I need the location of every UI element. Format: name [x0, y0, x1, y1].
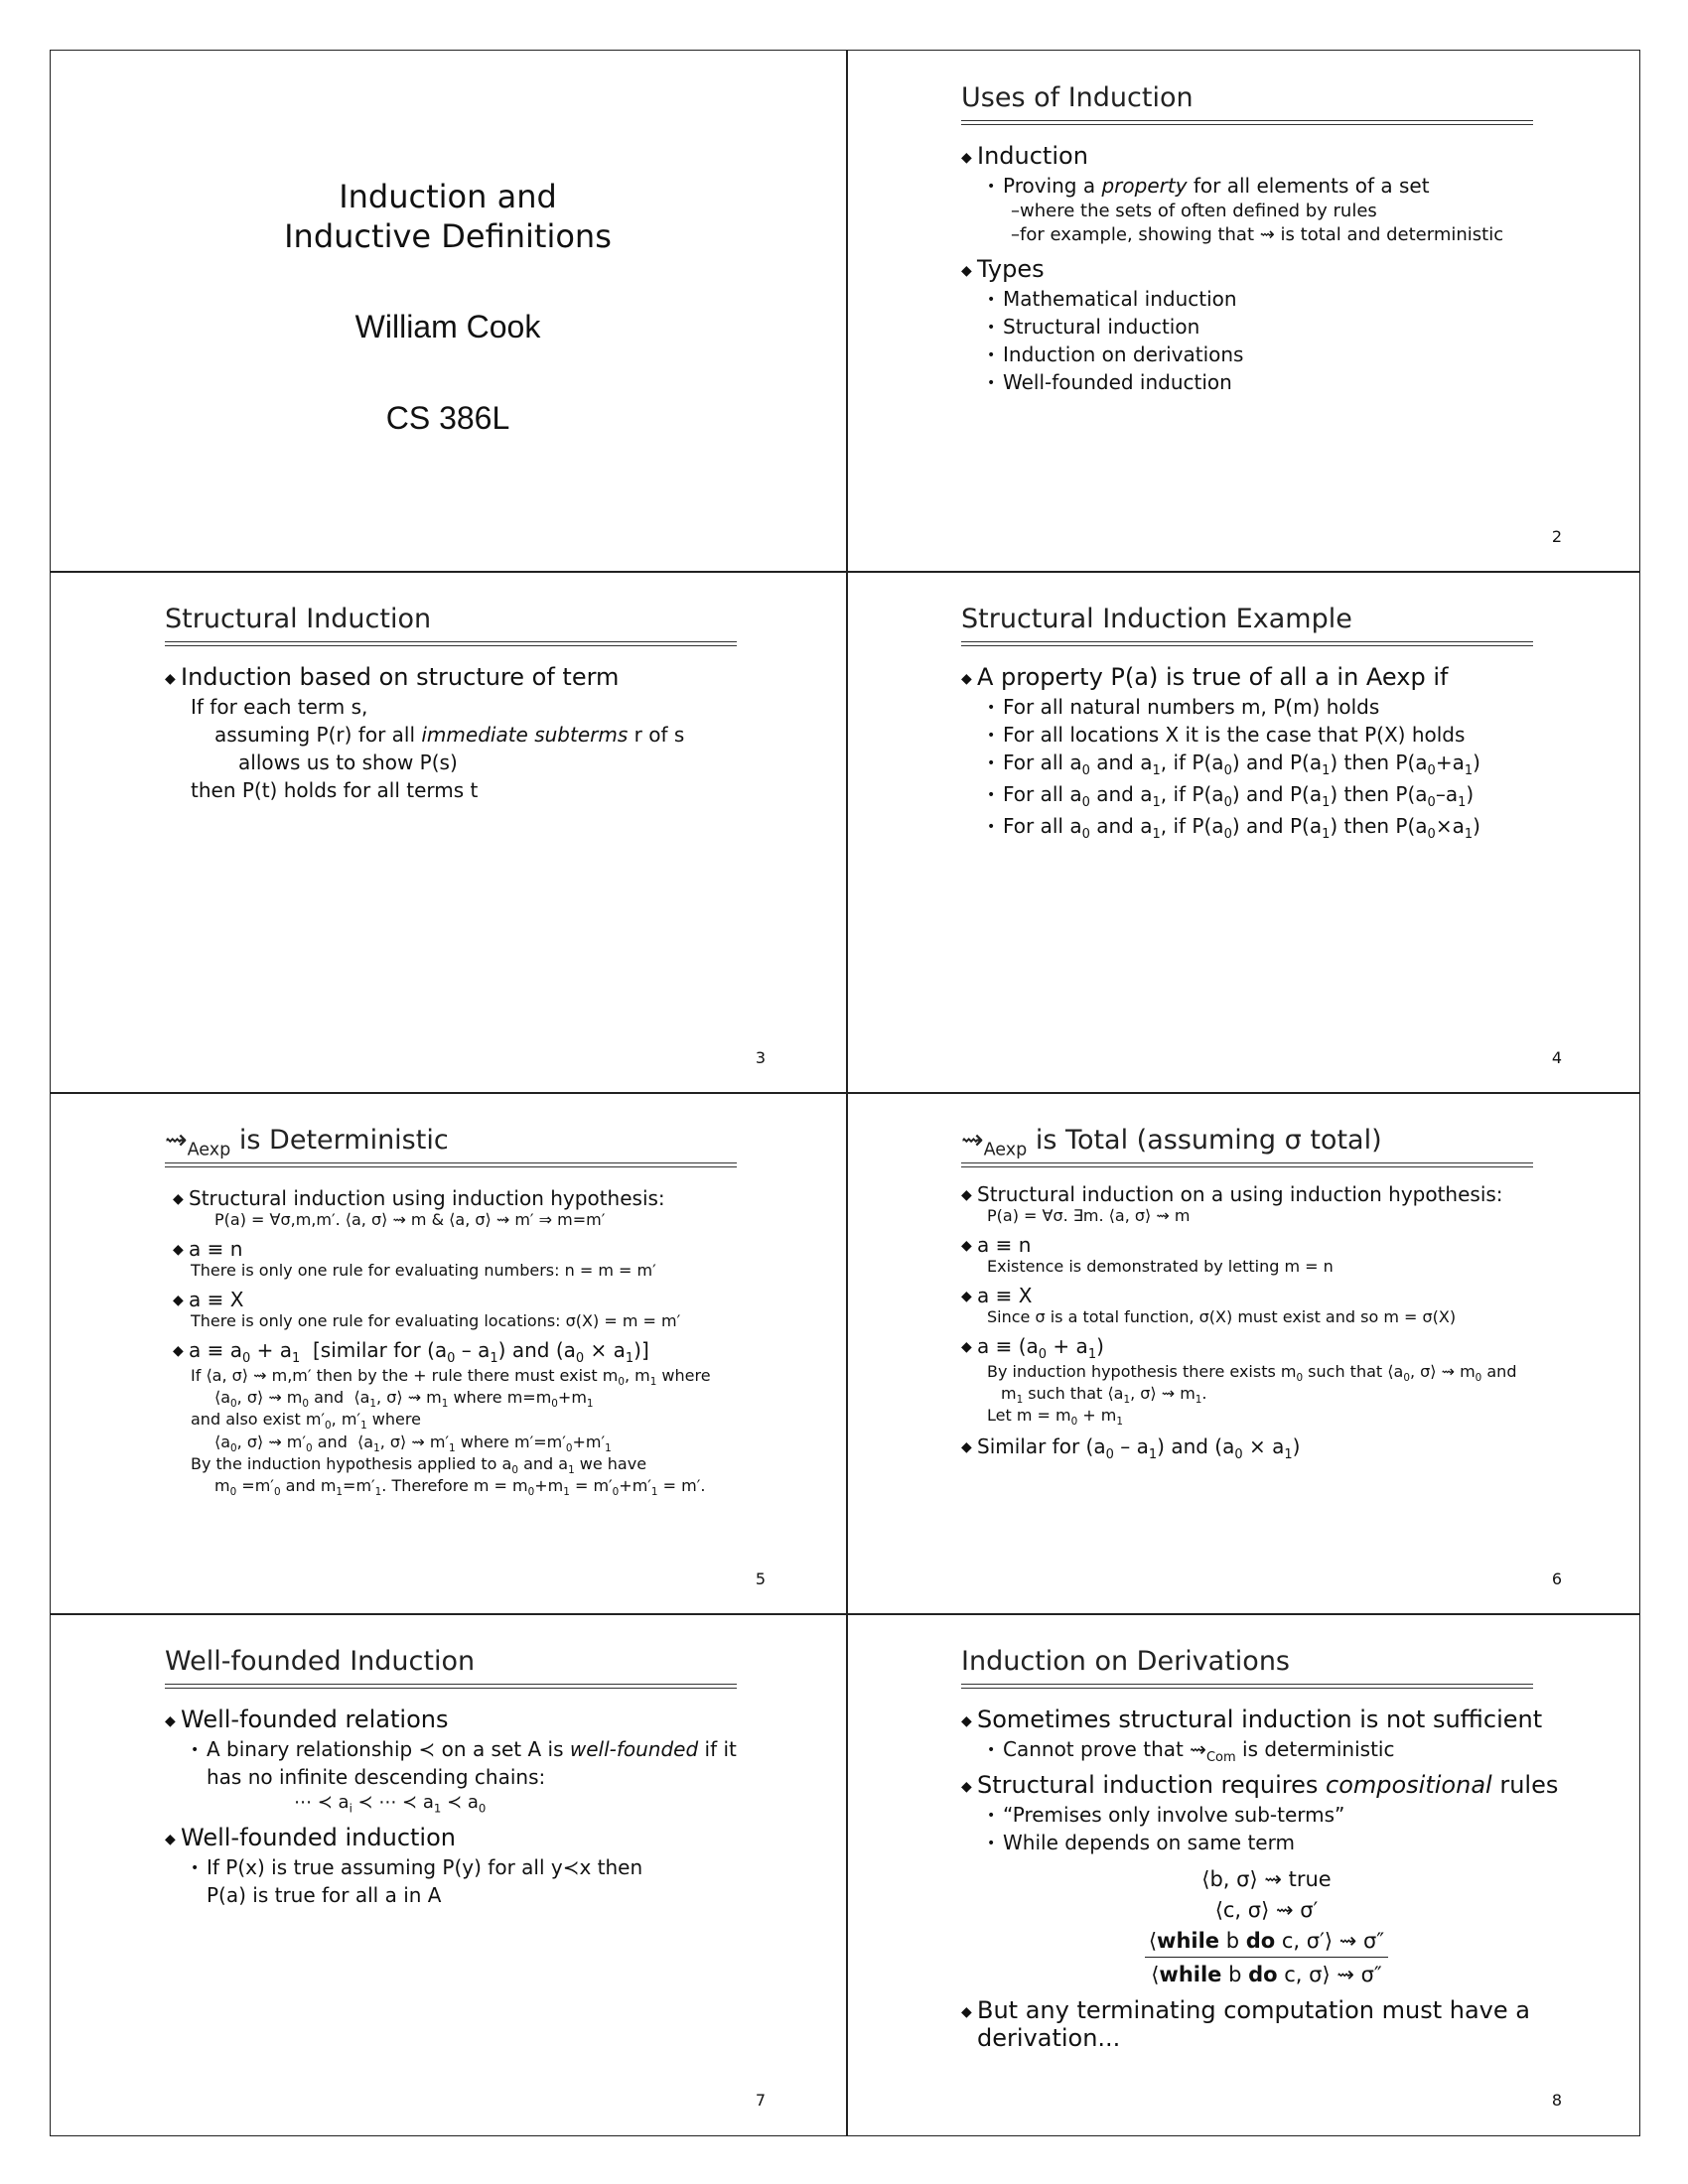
slide-title: Well-founded Induction: [165, 1646, 476, 1677]
bullet-text: a ≡ n: [189, 1237, 243, 1261]
sub-item: If P(x) is true assuming P(y) for all y≺x then: [207, 1854, 643, 1879]
text-line: There is only one rule for evaluating locations: σ(X) = m = m′: [191, 1311, 681, 1330]
page-number: 3: [755, 1048, 766, 1067]
sub-item: For all locations X it is the case that P(X) holds: [1003, 723, 1466, 747]
text-line: $m_0 =m'_0$ and $m_1=m'_1$. Therefore $m = m_0+m_1 = m'_0+m'_1 = m'$.: [214, 1475, 706, 1499]
bullet-icon: ◆: [961, 1713, 972, 1729]
text-line: Let $m = m_0 + m_1$: [987, 1406, 1124, 1429]
emphasis: immediate subterms: [421, 723, 629, 747]
bullet-icon: ◆: [165, 671, 176, 687]
type-item: Well-founded induction: [1003, 370, 1232, 394]
slide-body: [961, 659, 1572, 842]
slide-4: [847, 572, 1641, 1093]
text: r of s: [628, 723, 685, 747]
formula: P(a) = ∀σ,m,m′. ⟨a, σ⟩ ⇝ m & ⟨a, σ⟩ ⇝ m′ ⇒ m=m′: [214, 1210, 606, 1229]
bullet-text: Induction: [977, 142, 1088, 170]
text-line: By induction hypothesis there exists $m_0$ such that $⟨a_0$, σ⟩ ⇝ $m_0$ and: [987, 1362, 1517, 1385]
title-rule: [961, 1684, 1533, 1689]
text: A binary relationship ≺ on a set A is: [207, 1737, 570, 1761]
bullet-icon: •: [987, 347, 996, 363]
slide-7: [51, 1614, 845, 2135]
slide-title: [961, 1125, 1382, 1160]
sub-item: • For all $a_0$ and $a_1$, if $P(a_0)$ and $P(a_1)$ then $P(a_0-a_1)$: [987, 782, 1475, 810]
bullet-text: Well-founded relations: [181, 1706, 449, 1733]
slide-title: Induction on Derivations: [961, 1646, 1291, 1677]
text-line: P(a) is true for all a in A: [207, 1882, 442, 1907]
title-rule: [165, 641, 737, 646]
inference-rule: [961, 1864, 1572, 1990]
text-line: then P(t) holds for all terms t: [191, 778, 479, 802]
bullet-text: Sometimes structural induction is not sufficient: [977, 1706, 1543, 1733]
page-number: 6: [1551, 1570, 1562, 1588]
bullet-icon: •: [987, 320, 996, 336]
sub-item: • For all $a_0$ and $a_1$, if $P(a_0)$ and $P(a_1)$ then $P(a_0+a_1)$: [987, 751, 1480, 778]
bullet-text: a ≡ X: [977, 1284, 1033, 1307]
bullet-icon: •: [987, 1836, 996, 1851]
bullet-icon: •: [191, 1859, 200, 1876]
sub-item: –for example, showing that ⇝ is total and deterministic: [1011, 224, 1504, 245]
bullet-icon: ◆: [165, 1713, 176, 1729]
text: for all elements of a set: [1187, 174, 1430, 198]
bullet-icon: •: [191, 1742, 200, 1758]
bullet-text: derivation...: [977, 2024, 1121, 2052]
text: rules: [1491, 1771, 1559, 1799]
text-line: $m_1$ such that $⟨a_1$, σ⟩ ⇝ $m_1$.: [1001, 1384, 1207, 1407]
bullet-icon: •: [987, 1742, 996, 1758]
text-line: has no infinite descending chains:: [207, 1765, 546, 1789]
leadsto-symbol: ⇝: [1190, 1737, 1206, 1761]
bullet-icon: ◆: [173, 1242, 184, 1258]
slide-body: [165, 1702, 775, 1907]
bullet-text: Types: [977, 255, 1045, 283]
bullet-icon: ◆: [961, 1238, 972, 1254]
title-rule: [961, 1162, 1533, 1167]
slide-6: [847, 1093, 1641, 1614]
text: Proving a: [1003, 174, 1102, 198]
bullet-text: ◆ Similar for $(a_0 - a_1)$ and $(a_0 \times a_1)$: [961, 1433, 1301, 1462]
text: assuming P(r) for all: [214, 723, 422, 747]
page-number: 4: [1551, 1048, 1562, 1067]
text: is deterministic: [1235, 1737, 1395, 1761]
bullet-text: Structural induction using induction hypothesis:: [189, 1186, 665, 1210]
page-number: 2: [1551, 527, 1562, 546]
slide-title: Structural Induction Example: [961, 604, 1352, 634]
text: Cannot prove that: [1003, 1737, 1191, 1761]
bullet-text: A property P(a) is true of all a in Aexp if: [977, 663, 1449, 691]
text: if it: [698, 1737, 737, 1761]
slide-body: [165, 659, 775, 802]
title-text: is Total (assuming σ total): [1035, 1125, 1382, 1156]
leadsto-symbol: ⇝: [165, 1125, 188, 1156]
emphasis: well-founded: [569, 1737, 699, 1761]
slide-title: [165, 1125, 449, 1160]
bullet-icon: ◆: [961, 1779, 972, 1795]
text-line: and also exist $m'_0$, $m'_1$ where: [191, 1410, 421, 1433]
slide-5: [51, 1093, 845, 1614]
subscript: Aexp: [983, 1140, 1028, 1160]
slide-title-line1: Induction and: [339, 178, 557, 215]
bullet-icon: ◆: [961, 1187, 972, 1203]
text-line: If for each term s,: [191, 695, 368, 719]
text-line: If ⟨a, σ⟩ ⇝ m,m′ then by the + rule there must exist $m_0$, $m_1$ where: [191, 1366, 711, 1389]
type-item: Structural induction: [1003, 315, 1200, 339]
text-line: $⟨a_0$, σ⟩ ⇝ $m'_0$ and $⟨a_1$, σ⟩ ⇝ $m'_1$ where $m'=m'_0+m'_1$: [214, 1432, 612, 1454]
title-rule: [165, 1684, 737, 1689]
title-rule: [961, 120, 1533, 125]
formula: ⋯ ≺ $a_i$ ≺ ⋯ ≺ $a_1$ ≺ $a_0$: [294, 1792, 487, 1816]
type-item: Induction on derivations: [1003, 342, 1244, 366]
slide-body: [961, 1178, 1572, 1462]
author: William Cook: [354, 309, 541, 344]
sub-item: • For all $a_0$ and $a_1$, if $P(a_0)$ and $P(a_1)$ then $P(a_0\times a_1)$: [987, 814, 1480, 842]
bullet-text: ◆ $a \equiv a_0 + a_1$ [similar for $(a_0 - a_1)$ and $(a_0 \times a_1)$]: [173, 1338, 649, 1366]
bullet-icon: •: [987, 728, 996, 744]
sub-item: While depends on same term: [1003, 1831, 1295, 1854]
bullet-icon: ◆: [165, 1831, 176, 1847]
bullet-icon: •: [987, 700, 996, 716]
slide-body: [961, 1702, 1572, 2052]
bullet-icon: ◆: [961, 2004, 972, 2020]
bullet-text: a ≡ n: [977, 1233, 1032, 1257]
course-code: CS 386L: [385, 400, 510, 436]
sub-item: –where the sets of often defined by rules: [1011, 201, 1377, 221]
slide-title-line2: Inductive Definitions: [284, 217, 612, 255]
slide-body: [961, 138, 1572, 394]
bullet-icon: •: [987, 292, 996, 308]
page-number: 8: [1551, 2091, 1562, 2110]
text: Structural induction requires: [977, 1771, 1326, 1799]
subscript: Aexp: [187, 1140, 231, 1160]
premise: ⟨b, σ⟩ ⇝ true: [1201, 1867, 1332, 1891]
text-line: allows us to show P(s): [238, 751, 458, 774]
slide-title: Structural Induction: [165, 604, 432, 634]
sub-item: “Premises only involve sub-terms”: [1003, 1803, 1345, 1827]
slide-1: [51, 51, 845, 572]
title-rule: [165, 1162, 737, 1167]
page-number: 5: [755, 1570, 766, 1588]
text-line: There is only one rule for evaluating numbers: n = m = m′: [191, 1261, 656, 1280]
slide-2: [847, 51, 1641, 572]
text-line: Existence is demonstrated by letting m = n: [987, 1257, 1334, 1276]
slide-title: Uses of Induction: [961, 82, 1194, 113]
emphasis: compositional: [1326, 1771, 1492, 1799]
slide-3: [51, 572, 845, 1093]
bullet-icon: ◆: [961, 1289, 972, 1304]
subscript: Com: [1205, 1750, 1236, 1765]
bullet-icon: •: [987, 179, 996, 195]
bullet-text: Structural induction on a using induction hypothesis:: [977, 1182, 1503, 1206]
title-rule: [961, 641, 1533, 646]
leadsto-symbol: ⇝: [961, 1125, 984, 1156]
bullet-icon: ◆: [173, 1293, 184, 1308]
formula: P(a) = ∀σ. ∃m. ⟨a, σ⟩ ⇝ m: [987, 1206, 1191, 1225]
slide-8: [847, 1614, 1641, 2135]
text-line: By the induction hypothesis applied to $a_0$ and $a_1$ we have: [191, 1453, 647, 1476]
bullet-icon: ◆: [961, 671, 972, 687]
conclusion: ⟨while b do c, σ⟩ ⇝ σ″: [1145, 1957, 1389, 1990]
slide-body: [165, 1182, 775, 1498]
bullet-icon: •: [987, 1808, 996, 1824]
bullet-text: ◆ $a \equiv (a_0 + a_1)$: [961, 1334, 1104, 1362]
page-number: 7: [755, 2091, 766, 2110]
text-line: Since σ is a total function, σ(X) must exist and so m = σ(X): [987, 1307, 1457, 1326]
bullet-icon: ◆: [173, 1191, 184, 1207]
emphasis: property: [1101, 174, 1188, 198]
bullet-text: But any terminating computation must have a: [977, 1996, 1530, 2024]
bullet-icon: •: [987, 375, 996, 391]
text-line: $⟨a_0$, σ⟩ ⇝ $m_0$ and $⟨a_1$, σ⟩ ⇝ $m_1$ where $m=m_0+m_1$: [214, 1388, 594, 1411]
bullet-icon: ◆: [961, 263, 972, 279]
bullet-text: Induction based on structure of term: [181, 663, 620, 691]
premise: ⟨while b do c, σ′⟩ ⇝ σ″: [1148, 1929, 1385, 1953]
title-text: is Deterministic: [238, 1125, 449, 1156]
handout-sheet: [50, 50, 1640, 2136]
type-item: Mathematical induction: [1003, 287, 1237, 311]
sub-item: For all natural numbers m, P(m) holds: [1003, 695, 1380, 719]
bullet-text: a ≡ X: [189, 1288, 244, 1311]
bullet-text: Well-founded induction: [181, 1823, 456, 1851]
premise: ⟨c, σ⟩ ⇝ σ′: [1214, 1898, 1319, 1922]
bullet-icon: ◆: [961, 150, 972, 166]
